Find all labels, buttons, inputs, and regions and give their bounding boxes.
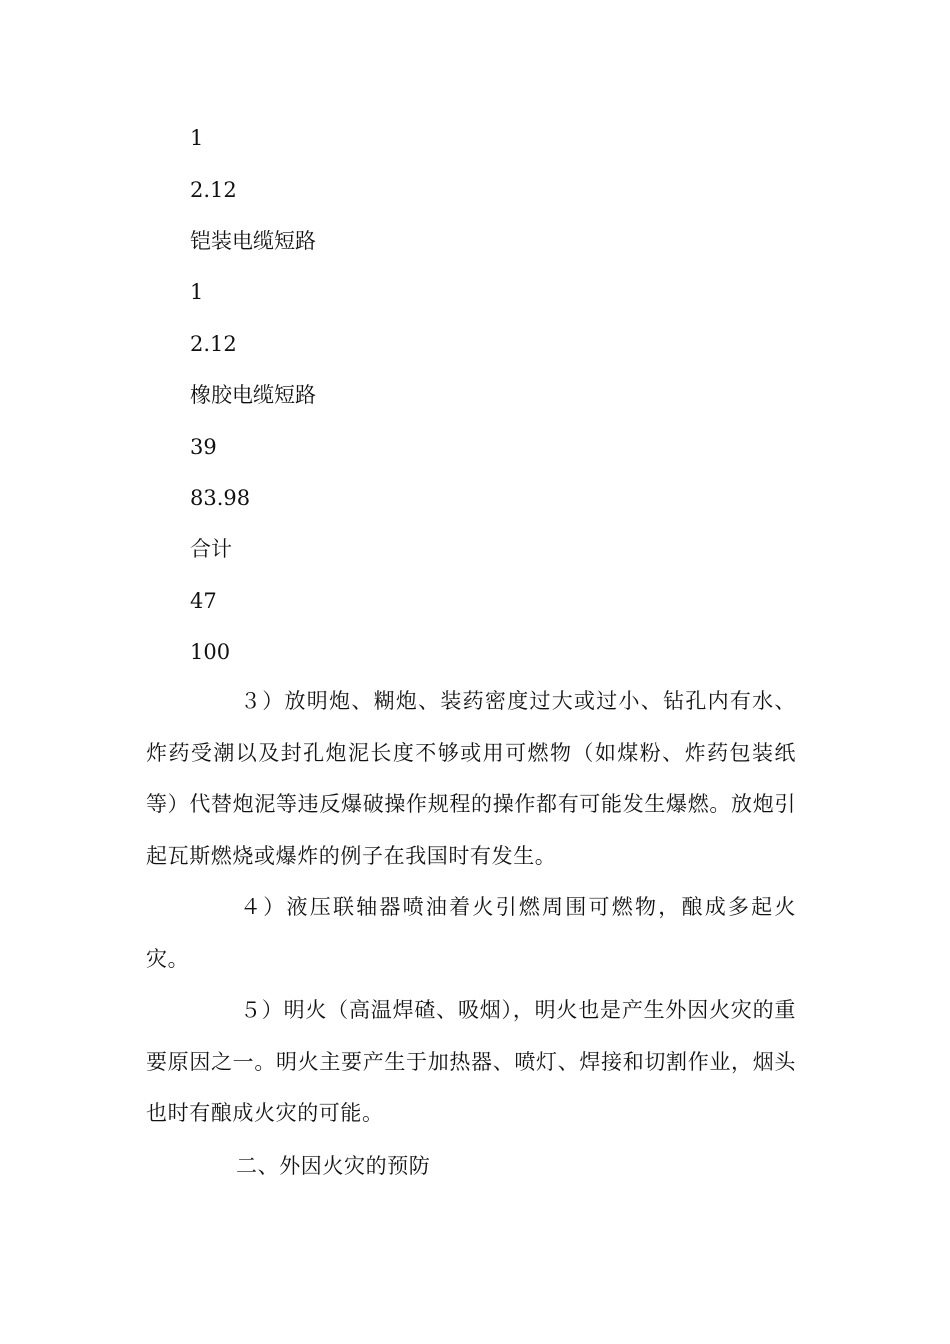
table-cell-percent: 2.12 <box>190 178 237 202</box>
table-cell-percent: 2.12 <box>190 332 237 356</box>
table-cell-cause-armored-cable: 铠装电缆短路 <box>190 229 316 253</box>
section-heading: 二、外因火灾的预防 <box>236 1154 431 1178</box>
table-cell-percent: 83.98 <box>190 486 251 510</box>
table-cell-count: 1 <box>190 126 204 150</box>
table-cell-count: 1 <box>190 280 204 304</box>
paragraph-hydraulic-coupling: ４）液压联轴器喷油着火引燃周围可燃物，酿成多起火灾。 <box>146 895 796 971</box>
paragraph-blasting: ３）放明炮、糊炮、装药密度过大或过小、钻孔内有水、炸药受潮以及封孔炮泥长度不够或用可燃物（如煤粉、炸药包装纸等）代替炮泥等违反爆破操作规程的操作都有可能发生爆燃。放炮引起瓦斯燃烧或爆炸的例子在我国时有发生。 <box>146 689 796 868</box>
table-cell-cause-rubber-cable: 橡胶电缆短路 <box>190 383 316 407</box>
paragraph-open-flame: ５）明火（高温焊碴、吸烟），明火也是产生外因火灾的重要原因之一。明火主要产生于加热器、喷灯、焊接和切割作业，烟头也时有酿成火灾的可能。 <box>146 998 796 1125</box>
table-cell-count: 39 <box>190 435 217 459</box>
table-cell-total-percent: 100 <box>190 640 231 664</box>
table-cell-total-count: 47 <box>190 589 217 613</box>
table-cell-total-label: 合计 <box>190 537 232 561</box>
